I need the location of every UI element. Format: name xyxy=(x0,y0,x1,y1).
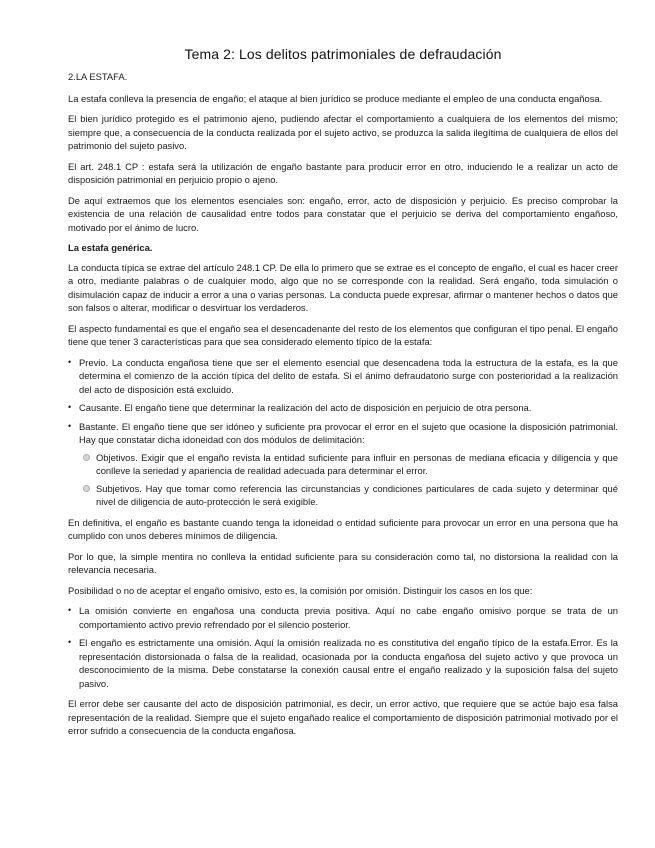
bullet-icon: • xyxy=(68,402,72,412)
characteristics-list xyxy=(68,356,618,509)
list-item-omision-2 xyxy=(68,636,618,690)
list-item-bastante xyxy=(68,420,618,509)
list-item-subjetivos xyxy=(82,482,618,509)
paragraph-generic-2: El aspecto fundamental es que el engaño sea el desencadenante del resto de los elementos que configuran el tipo penal. El engaño tiene que tener 3 características para que sea considerado elemento típico de la estafa: xyxy=(68,322,618,347)
omission-cases-list xyxy=(68,604,618,690)
paragraph-after-1: En definitiva, el engaño es bastante cuando tenga la idoneidad o entidad suficiente para provocar un error en una persona que ha cumplido con unos deberes mínimos de diligencia. xyxy=(68,516,618,541)
section-label: 2.LA ESTAFA. xyxy=(68,71,128,82)
document-page xyxy=(68,46,618,745)
document-title: Tema 2: Los delitos patrimoniales de defraudación xyxy=(184,46,502,62)
circle-bullet-icon xyxy=(83,485,90,492)
bullet-icon: • xyxy=(68,605,72,615)
list-item-text: El engaño es estrictamente una omisión. Aquí la omisión realizada no es constitutiva del engaño típico de la estafa.Error. Es la representación distorsionada o falsa de la realidad, ocasionada por la conducta engañosa del sujeto activo y que provoca un desconocimiento de la misma. Debe constatarse la conexión causal entre el engaño realizado y la suposición falsa del sujeto pasivo. xyxy=(79,637,618,689)
list-item-text: Causante. El engaño tiene que determinar la realización del acto de disposición en perjuicio de otra persona. xyxy=(79,402,532,413)
circle-bullet-icon xyxy=(83,454,90,461)
paragraph-intro-1: La estafa conlleva la presencia de engaño; el ataque al bien jurídico se produce mediante el empleo de una conducta engañosa. xyxy=(68,92,603,104)
paragraph-final: El error debe ser causante del acto de disposición patrimonial, es decir, un error activo, que requiere que se actúe bajo esa falsa representación de la realidad. Siempre que el sujeto engañado realice el comportamiento de disposición patrimonial motivado por el error sufrido a consecuencia de la conducta engañosa. xyxy=(68,698,618,736)
bullet-icon: • xyxy=(68,356,72,367)
list-item-previo xyxy=(68,356,618,397)
list-item-objetivos xyxy=(82,451,618,478)
paragraph-intro-2: El bien jurídico protegido es el patrimonio ajeno, pudiendo afectar el comportamiento a cualquiera de los elementos del mismo; siempre que, a consecuencia de la conducta realizada por el sujeto activo, se produzca la salida ilegítima de cualquiera de ellos del patrimonio del sujeto pasivo. xyxy=(68,113,618,151)
paragraph-intro-3: El art. 248.1 CP : estafa será la utilización de engaño bastante para producir error en otro, induciendo le a realizar un acto de disposición patrimonial en perjuicio propio o ajeno. xyxy=(68,160,618,185)
list-item-causante xyxy=(68,401,618,415)
paragraph-generic-1: La conducta típica se extrae del artículo 248.1 CP. De ella lo primero que se extrae es el concepto de engaño, el cual es hacer creer a otro, mediante palabras o de cualquier modo, algo que no se corresponde con la realidad. Será engaño, toda simulación o disimulación capaz de inducir a error a una o varias personas. La conducta puede expresar, afirmar o mantener hechos o datos que son falsos o alterar, modificar o desvirtuar los verdaderos. xyxy=(68,261,618,313)
paragraph-after-2: Por lo que, la simple mentira no conlleva la entidad suficiente para su consideración como tal, no distorsiona la realidad con la relevancia necesaria. xyxy=(68,550,618,575)
bullet-icon: • xyxy=(68,420,72,431)
paragraph-intro-4: De aquí extraemos que los elementos esenciales son: engaño, error, acto de disposición y perjuicio. Es preciso comprobar la existencia de una relación de causalidad entre todos para constatar que el perjuicio se deriva del comportamiento engañoso, motivado por el ánimo de lucro. xyxy=(68,194,618,233)
list-item-omision-1 xyxy=(68,604,618,631)
list-item-text: Subjetivos. Hay que tomar como referencia las circunstancias y condiciones particulares de cada sujeto y determinar qué nivel de diligencia de auto-protección le será exigible. xyxy=(96,482,618,507)
list-item-text: Objetivos. Exigir que el engaño revista la entidad suficiente para influir en personas de mediana eficacia y diligencia y que conlleve la seriedad y apariencia de realidad adecuada para determinar el error. xyxy=(96,451,618,476)
heading-estafa-generica: La estafa genérica. xyxy=(68,242,153,253)
list-item-text: Bastante. El engaño tiene que ser idóneo y suficiente pra provocar el error en el sujeto que ocasione la disposición patrimonial. Hay que constatar dicha idoneidad con dos módulos de delimitación: xyxy=(79,420,618,445)
list-item-text: La omisión convierte en engañosa una conducta previa positiva. Aquí no cabe engaño omisivo porque se trata de un comportamiento activo previo refrendado por el silencio posterior. xyxy=(79,605,618,630)
bullet-icon: • xyxy=(68,637,72,647)
list-item-text: Previo. La conducta engañosa tiene que ser el elemento esencial que desencadena toda la estructura de la estafa, es la que determina el comienzo de la acción típica del delito de estafa. Si el ánimo defraudatorio surge con posterioridad a la realización del acto de disposición está excluido. xyxy=(79,356,618,395)
paragraph-after-3: Posibilidad o no de aceptar el engaño omisivo, esto es, la comisión por omisión. Distinguir los casos en los que: xyxy=(68,584,533,596)
modules-list xyxy=(79,451,618,509)
